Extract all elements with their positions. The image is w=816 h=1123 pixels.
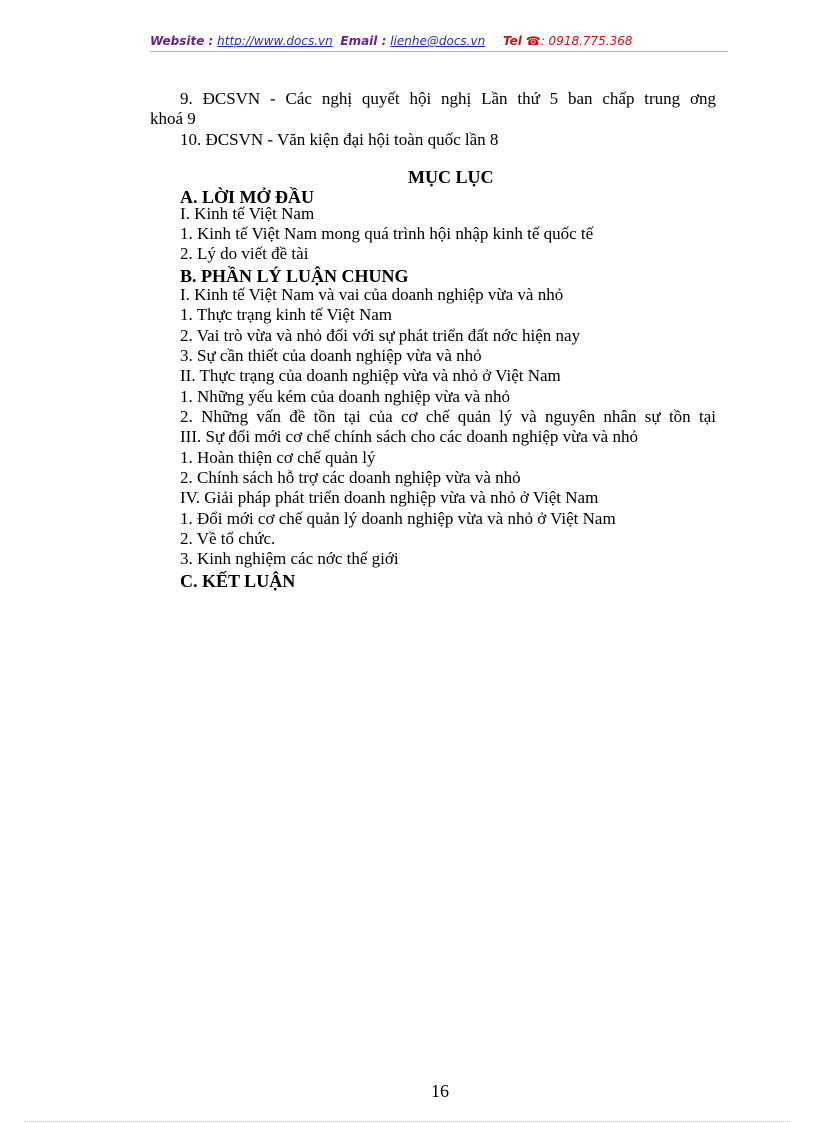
- toc-entry: 1. Thực trạng kinh tế Việt Nam: [180, 305, 392, 324]
- footer-divider: [24, 1121, 790, 1122]
- header-divider: [150, 51, 728, 52]
- toc-entry: 1. Hoàn thiện cơ chế quản lý: [180, 448, 376, 467]
- toc-entry: III. Sự đổi mới cơ chế chính sách cho các doanh nghiệp vừa và nhỏ: [180, 427, 638, 446]
- reference-item-9-cont: khoá 9: [150, 109, 196, 128]
- website-link[interactable]: http://www.docs.vn: [217, 34, 333, 48]
- page-header: [150, 34, 728, 48]
- toc-entry: 2. Chính sách hỗ trợ các doanh nghiệp vừa và nhỏ: [180, 468, 521, 487]
- reference-item-9: 9. ĐCSVN - Các nghị quyết hội nghị Lần thứ 5 ban chấp trung ơng: [180, 89, 716, 108]
- toc-entry: 2. Vai trò vừa và nhỏ đối với sự phát triển đất nớc hiện nay: [180, 326, 581, 345]
- toc-entry: I. Kinh tế Việt Nam và vai của doanh nghiệp vừa và nhỏ: [180, 285, 564, 304]
- toc-entry: 1. Kinh tế Việt Nam mong quá trình hội nhập kinh tế quốc tế: [180, 224, 594, 243]
- email-link[interactable]: lienhe@docs.vn: [390, 34, 486, 48]
- page-number: 16: [431, 1081, 449, 1101]
- toc-entry: 3. Kinh nghiệm các nớc thế giới: [180, 549, 399, 568]
- tel-number: : 0918.775.368: [540, 34, 633, 48]
- toc-entry: 2. Về tổ chức.: [180, 529, 276, 548]
- toc-section-b: B. PHẦN LÝ LUẬN CHUNG: [180, 266, 409, 286]
- website-label: Website :: [150, 34, 214, 48]
- toc-entry: 1. Những yếu kém của doanh nghiệp vừa và nhỏ: [180, 387, 511, 406]
- toc-entry: 2. Lý do viết đề tài: [180, 244, 309, 263]
- toc-entry: 1. Đổi mới cơ chế quản lý doanh nghiệp vừa và nhỏ ở Việt Nam: [180, 509, 616, 528]
- toc-entry: I. Kinh tế Việt Nam: [180, 204, 315, 223]
- toc-entry: IV. Giải pháp phát triển doanh nghiệp vừa và nhỏ ở Việt Nam: [180, 488, 599, 507]
- toc-title: MỤC LỤC: [408, 167, 494, 187]
- toc-section-a: A. LỜI MỞ ĐẦU: [180, 187, 314, 207]
- toc-entry: 3. Sự cần thiết của doanh nghiệp vừa và nhỏ: [180, 346, 482, 365]
- toc-entry: 2. Những vấn đề tồn tại của cơ chế quản lý và nguyên nhân sự tồn tại: [180, 407, 716, 426]
- toc-section-c: C. KẾT LUẬN: [180, 571, 296, 591]
- phone-icon: ☎: [525, 34, 541, 48]
- reference-item-10: 10. ĐCSVN - Văn kiện đại hội toàn quốc lần 8: [180, 130, 499, 149]
- email-label: Email :: [340, 34, 387, 48]
- tel-label: Tel: [503, 34, 522, 48]
- toc-entry: II. Thực trạng của doanh nghiệp vừa và nhỏ ở Việt Nam: [180, 366, 561, 385]
